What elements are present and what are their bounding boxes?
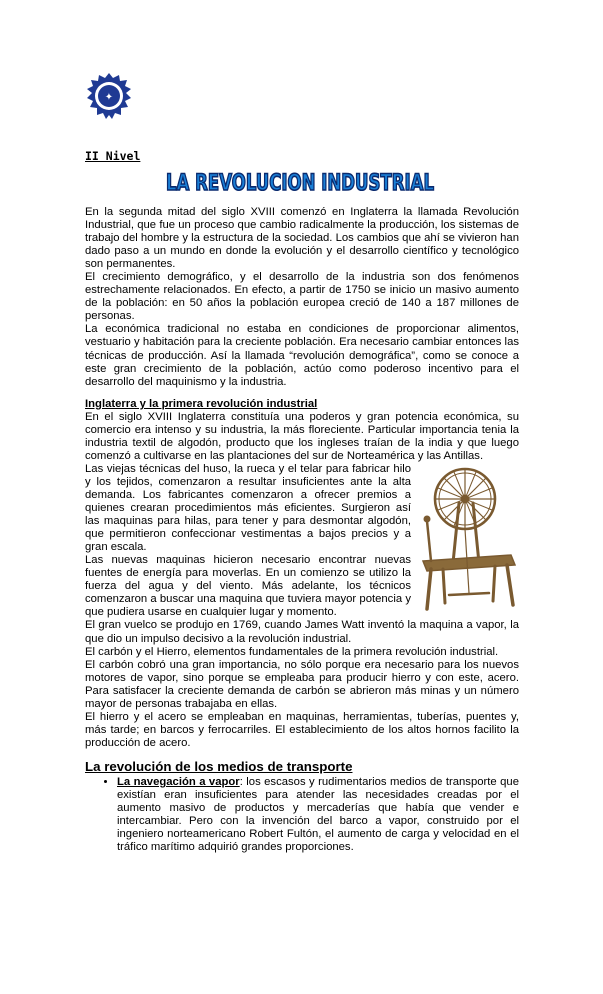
level-label: II Nivel <box>85 149 141 163</box>
section2-heading: La revolución de los medios de transporte <box>85 758 353 774</box>
page-title <box>164 166 436 196</box>
svg-text:✦: ✦ <box>104 92 114 103</box>
section1-paragraph-5: El carbón y el Hierro, elementos fundamentales de la primera revolución industrial. <box>85 645 499 658</box>
section1-paragraph-6: El carbón cobró una gran importancia, no sólo porque era necesario para los nuevos motores de vapor, sino porque se empleaba para producir hierro y con este, acero. Para satisfacer la creciente demanda de carbón se abrieron más minas y un número mayor de personas trabajaba en ellas. <box>85 658 519 710</box>
section1-heading: Inglaterra y la primera revolución industrial <box>85 397 318 410</box>
section1-paragraph-4: El gran vuelco se produjo en 1769, cuando James Watt inventó la maquina a vapor, la que dio un impulso decisivo a la revolución industrial. <box>85 619 519 645</box>
document-body <box>85 206 519 854</box>
list-item <box>117 776 519 854</box>
transport-list <box>85 776 519 854</box>
bullet-label: La navegación a vapor <box>117 775 240 788</box>
intro-paragraph-3: La económica tradicional no estaba en condiciones de proporcionar alimentos, vestuario y habitación para la creciente población. Era necesario cambiar entonces las técnicas de producción. Así la llamada “revolución demográfica”, como se conoce a este gran crecimiento de la población, actúo como poderoso incentivo para el desarrollo del maquinismo y la industria. <box>85 323 519 388</box>
intro-paragraph-1: En la segunda mitad del siglo XVIII comenzó en Inglaterra la llamada Revolución Industrial, que fue un proceso que cambio radicalmente la producción, los sistemas de trabajo del hombre y la estructura de la sociedad. Los cambios que ahí se vivieron han dado paso a un mundo en donde la evolución y el desarrollo científico y tecnológico son permanentes. <box>85 206 519 271</box>
intro-paragraph-2: El crecimiento demográfico, y el desarrollo de la industria son dos fenómenos estrechamente relacionados. En efecto, a partir de 1750 se inicio un masivo aumento de la población: en 50 años la población europea creció de 140 a 187 millones de personas. <box>85 271 519 323</box>
school-crest-icon <box>85 72 133 122</box>
page-title-text: LA REVOLUCION INDUSTRIAL <box>166 171 434 196</box>
spinning-wheel-illustration <box>419 463 519 613</box>
section1-paragraph-7: El hierro y el acero se empleaban en maquinas, herramientas, tuberías, puentes y, más tarde; en barcos y ferrocarriles. El establecimiento de los altos hornos facilito la producción de acero. <box>85 710 519 749</box>
bullet-text: : los escasos y rudimentarios medios de transporte que existían eran insuficientes para atender las necesidades creadas por el aumento masivo de productos y mercaderías que había que vender e intercambiar. Pero con la invención del barco a vapor, construido por el ingeniero norteamericano Robert Fultón, el aumento de carga y velocidad en el tráfico marítimo adquirió grandes proporciones. <box>117 775 519 854</box>
section1-paragraph-3: Las nuevas maquinas hicieron necesario encontrar nuevas fuentes de energía para moverlas. En un comienzo se utilizo la fuerza del agua y del viento. Más adelante, los técnicos comenzaron a buscar una maquina que tuviera mayor potencia y que pudiera usarse en cualquier lugar y momento. <box>85 554 411 619</box>
section1-paragraph-2: Las viejas técnicas del huso, la rueca y el telar para fabricar hilo y los tejidos, comenzaron a resultar insuficientes ante la alta demanda. Los fabricantes comenzaron a ofrecer premios a quienes crearan procedimientos más eficientes. Surgieron así las maquinas para hilas, para tener y para desmontar algodón, que permitieron confeccionar vestimentas a bajos precios y a gran escala. <box>85 462 411 554</box>
section1-paragraph-1: En el siglo XVIII Inglaterra constituía una poderos y gran potencia económica, su comercio era intenso y su industria, la más floreciente. Particular importancia tenia la industria textil de algodón, producto que los ingleses traían de la india y que luego comenzó a cultivarse en las plantaciones del sur de Norteamérica y las Antillas. <box>85 410 519 462</box>
